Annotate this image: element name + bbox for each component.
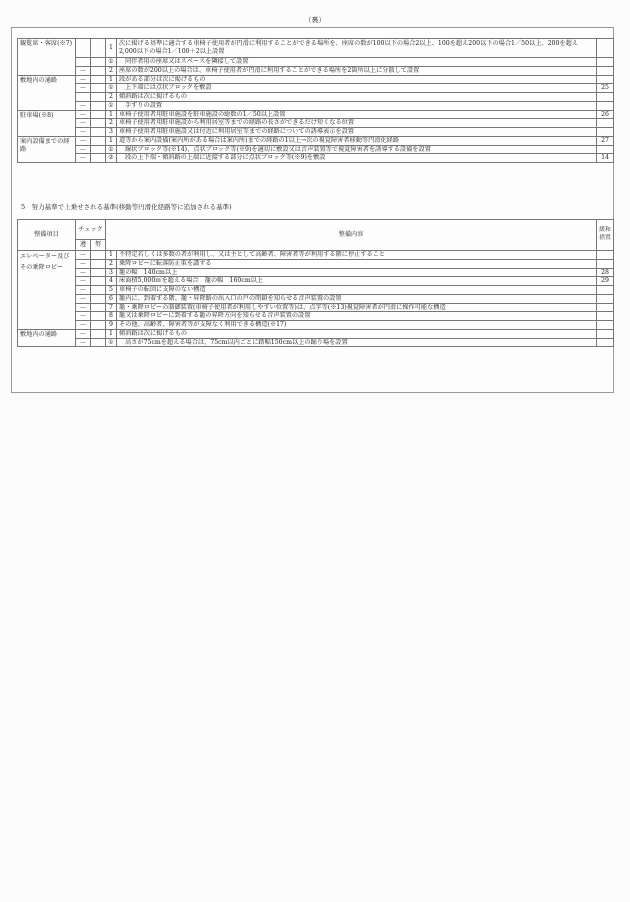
row-content: 床面積5,000㎡を超える場合 籠の幅 160cm以上 [117,277,597,286]
table-row [18,294,614,303]
check-do[interactable] [91,277,106,286]
check-ju[interactable]: — [76,294,91,303]
table-row [18,136,614,145]
check-ju[interactable]: — [76,145,91,154]
header-item: 整備項目 [18,220,76,251]
row-content: その他、高齢者、障害者等が支障なく利用できる構造(※17) [117,321,597,330]
row-ref [597,101,614,110]
row-content: 乗降ロビーに転落防止策を講ずる [117,259,597,268]
page-side-label: （裏） [304,16,326,24]
row-content: 車椅子使用者用駐車施設から利用居室等までの経路の長さができるだけ短くなる位置 [117,119,597,128]
item-name: エレベーター及びその乗降ロビー [18,251,76,330]
row-number: 1 [106,329,117,338]
table-row [18,93,614,102]
row-number: 1 [106,136,117,145]
check-do[interactable] [91,136,106,145]
item-name: 案内設備までの経路 [18,136,76,162]
row-ref [597,294,614,303]
row-ref [597,93,614,102]
table-row [18,286,614,295]
table-row [18,119,614,128]
row-ref: 26 [597,110,614,119]
row-content: 同伴者用の座席又はスペースを隣接して設置 [117,58,597,67]
check-do[interactable] [91,303,106,312]
check-ju[interactable] [76,58,91,67]
check-ju[interactable]: — [76,136,91,145]
row-number: 3 [106,268,117,277]
row-ref [597,329,614,338]
table-row [18,251,614,260]
check-do[interactable] [91,75,106,84]
row-number: 1 [106,110,117,119]
row-number: 2 [106,259,117,268]
row-content: 籠又は乗降ロビーに到着する籠の昇降方向を知らせる音声装置の設置 [117,312,597,321]
check-do[interactable] [91,93,106,102]
table-row [18,84,614,93]
row-number: 7 [106,303,117,312]
check-do[interactable] [91,39,106,58]
check-ju[interactable]: — [76,101,91,110]
check-do[interactable] [91,101,106,110]
check-do[interactable] [91,268,106,277]
row-number: 8 [106,312,117,321]
table-row [18,75,614,84]
row-content: 線状ブロック等(※14)、点状ブロック等(※9)を適切に敷設又は音声装置等で視覚障害者を誘導する設備を設置 [117,145,597,154]
table-row [18,101,614,110]
check-do[interactable] [91,259,106,268]
check-do[interactable] [91,338,106,347]
row-number: ① [106,101,117,110]
standards-table-upper [17,38,614,163]
table-row [18,110,614,119]
check-do[interactable] [91,154,106,163]
check-ju[interactable]: — [76,321,91,330]
row-ref [597,286,614,295]
check-do[interactable] [91,128,106,137]
item-name: 駐車場(※8) [18,110,76,136]
row-ref [597,312,614,321]
row-ref: 14 [597,154,614,163]
row-ref: 28 [597,268,614,277]
row-number: 6 [106,294,117,303]
row-number: 9 [106,321,117,330]
check-ju[interactable]: — [76,303,91,312]
table-row [18,145,614,154]
check-ju[interactable]: — [76,110,91,119]
item-name: 敷地内の通路 [18,329,76,347]
row-ref [597,321,614,330]
row-number: ② [106,154,117,163]
row-ref: 29 [597,277,614,286]
row-number: ① [106,145,117,154]
table-row [18,268,614,277]
check-do[interactable] [91,145,106,154]
check-ju[interactable]: — [76,312,91,321]
row-ref [597,145,614,154]
item-name: 観覧席・客席(※7) [18,39,76,76]
row-content: 傾斜路は次に掲げるもの [117,93,597,102]
row-number: 2 [106,66,117,75]
row-ref [597,66,614,75]
check-do[interactable] [91,58,106,67]
table-row [18,39,614,58]
row-number: 4 [106,277,117,286]
check-ju[interactable]: — [76,84,91,93]
row-content: 高さが75cmを超える場合は、75cm以内ごとに踏幅150cm以上の踊り場を設置 [117,338,597,347]
check-ju[interactable]: — [76,338,91,347]
check-do[interactable] [91,66,106,75]
check-do[interactable] [91,251,106,260]
check-ju[interactable]: — [76,277,91,286]
check-do[interactable] [91,312,106,321]
check-ju[interactable]: — [76,119,91,128]
row-content: 車椅子使用者用駐車施設を駐車施設の総数の1／50以上設置 [117,110,597,119]
row-number: 1 [106,75,117,84]
standards-table-effort [17,219,614,347]
table-row [18,128,614,137]
table-row [18,154,614,163]
row-content: 段がある部分は次に掲げるもの [117,75,597,84]
row-number: ① [106,58,117,67]
check-ju[interactable]: — [76,66,91,75]
table-row [18,277,614,286]
row-content: 籠内に、到着する階、籠・昇降路の出入口の戸の閉鎖を知らせる音声装置の設置 [117,294,597,303]
table-row [18,66,614,75]
check-ju[interactable] [76,93,91,102]
table-row [18,329,614,338]
section-5-title: 5 努力基準で上乗せされる基準(移動等円滑化経路等に追加される基準) [21,203,232,211]
table-row [18,338,614,347]
row-ref: 27 [597,136,614,145]
check-ju[interactable]: — [76,251,91,260]
row-content: 不特定若しくは多数の者が利用し、又は主として高齢者、障害者等が利用する階に停止すること [117,251,597,260]
table-row [18,321,614,330]
check-ju[interactable]: — [76,75,91,84]
row-number: 2 [106,93,117,102]
check-do[interactable] [91,286,106,295]
row-ref [597,338,614,347]
header-check-ju: 遵 [76,240,91,251]
row-ref [597,75,614,84]
row-number: 2 [106,119,117,128]
header-check: チェック [76,220,106,240]
row-content: 座席の数が200以上の場合は、車椅子使用者が円滑に利用することができる場所を2箇所以上に分散して設置 [117,66,597,75]
row-content: 次に掲げる基準に適合する車椅子使用者が円滑に利用することができる場所を、座席の数が100以下の場合2以上、100を超え200以下の場合1／50以上、200を超え2,000以下の場合1／100＋2以上設置 [117,39,597,58]
check-do[interactable] [91,321,106,330]
check-ju[interactable] [76,39,91,58]
row-number: 1 [106,251,117,260]
row-number: 3 [106,128,117,137]
row-ref [597,58,614,67]
check-ju[interactable]: — [76,259,91,268]
header-relief: 緩和措置 [597,220,614,251]
check-ju[interactable]: — [76,128,91,137]
check-ju[interactable]: — [76,268,91,277]
row-number: ① [106,338,117,347]
row-ref [597,39,614,58]
header-content: 整備内容 [106,220,597,251]
table-row [18,303,614,312]
check-ju[interactable]: — [76,286,91,295]
row-content: 籠の幅 140cm以上 [117,268,597,277]
row-content: 車椅子使用者用駐車施設又は付近に利用居室等までの経路についての誘導表示を設置 [117,128,597,137]
check-do[interactable] [91,110,106,119]
row-content: 手すりの設置 [117,101,597,110]
item-name: 敷地内の通路 [18,75,76,110]
row-number: 1 [106,39,117,58]
check-do[interactable] [91,119,106,128]
row-content: 道等から案内設備(案内所がある場合は案内所)までの経路の1以上→次の視覚障害者移動等円滑化経路 [117,136,597,145]
row-ref [597,303,614,312]
row-number: ① [106,84,117,93]
check-do[interactable] [91,84,106,93]
row-ref: 25 [597,84,614,93]
row-number: 5 [106,286,117,295]
row-content: 傾斜路は次に掲げるもの [117,329,597,338]
check-ju[interactable]: — [76,329,91,338]
row-ref [597,128,614,137]
row-content: 段の上下端・傾斜路の上端に近接する部分に点状ブロック等(※9)を敷設 [117,154,597,163]
table-row [18,58,614,67]
check-do[interactable] [91,294,106,303]
check-ju[interactable]: — [76,154,91,163]
header-check-do: 努 [91,240,106,251]
row-ref [597,251,614,260]
row-content: 上下端には点状ブロックを敷設 [117,84,597,93]
table-row [18,259,614,268]
row-ref [597,259,614,268]
row-ref [597,119,614,128]
check-do[interactable] [91,329,106,338]
row-content: 車椅子の転回に支障のない構造 [117,286,597,295]
table-row [18,312,614,321]
row-content: 籠・乗降ロビーの制御装置(車椅子使用者が利用しやすい位置等)は、点字等(※13)視覚障害者が円滑に操作可能な構造 [117,303,597,312]
